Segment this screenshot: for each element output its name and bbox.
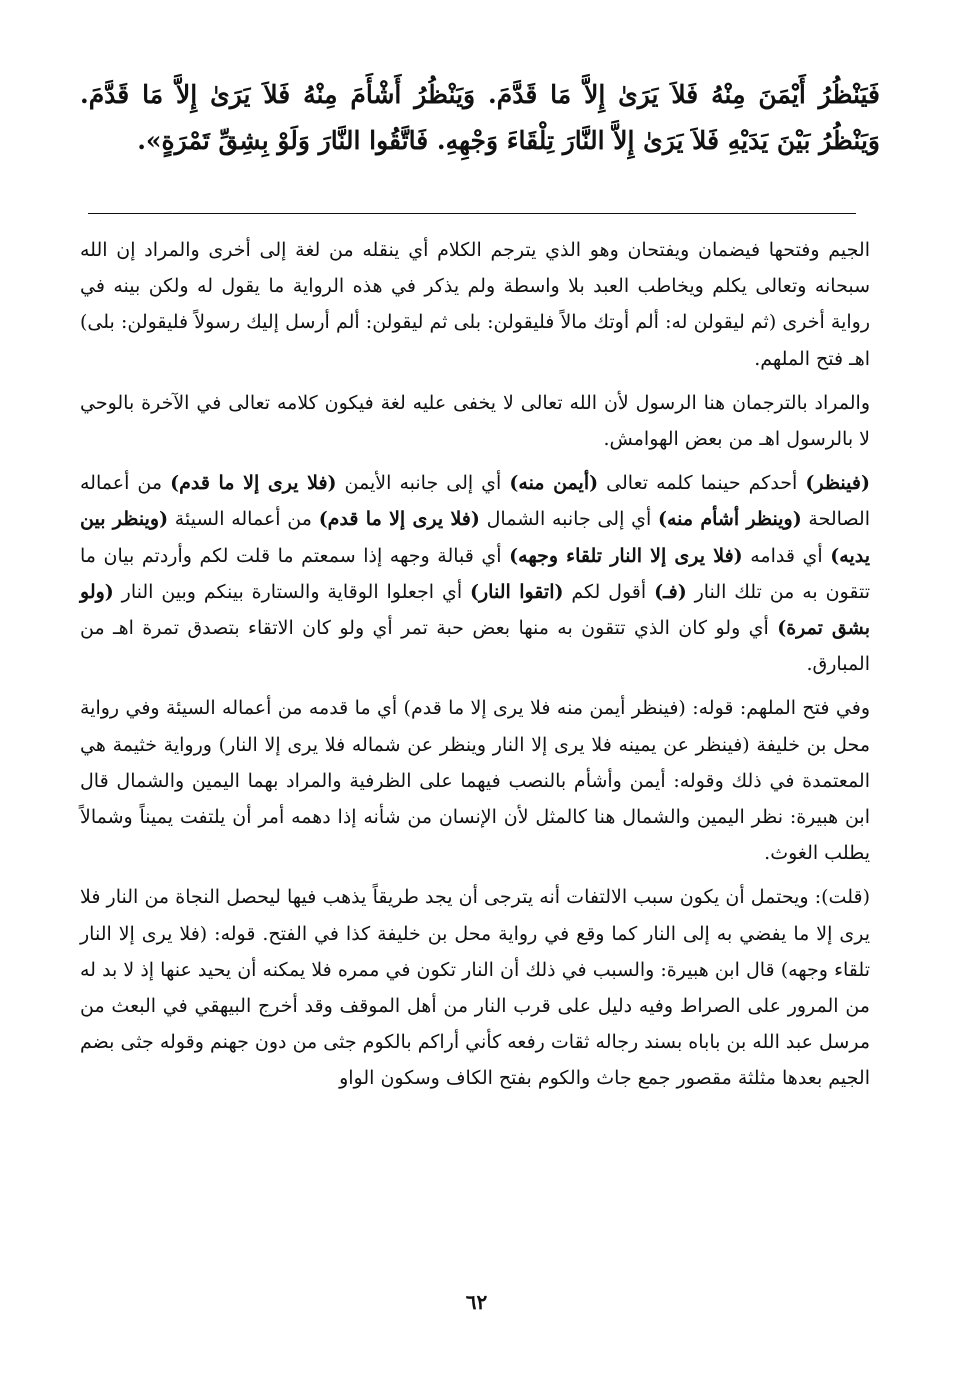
page-number: ٦٢ <box>465 1290 488 1314</box>
commentary-text: أي قبالة وجهه إذا سمعتم ما قلت لكم وأردتم بيان ما تتقون به من تلك النار <box>80 544 871 603</box>
quote-bold: (فينظر) <box>805 472 870 495</box>
commentary-text: أي ولو كان الذي تتقون به منها بعض حبة تمر أي ولو كان الاتقاء بتصدق تمرة اهـ من المبارق. <box>80 617 870 676</box>
commentary-text: أي اجعلوا الوقاية والستارة بينكم وبين النار <box>113 580 470 603</box>
quote-bold: (فـ) <box>654 580 687 603</box>
commentary-paragraph-2: والمراد بالترجمان هنا الرسول لأن الله تعالى لا يخفى عليه لغة فيكون كلامه تعالى في الآخرة بالوحي لا بالرسول اهـ من بعض الهوامش. <box>80 391 870 451</box>
commentary-text: من أعماله الصالحة <box>80 472 870 531</box>
quote-bold: (فلا يرى إلا النار تلقاء وجهه) <box>509 544 743 567</box>
commentary-paragraph-1: الجيم وفتحها فيضمان ويفتحان وهو الذي يترجم الكلام أي ينقله من لغة إلى أخرى والمراد إن الله سبحانه وتعالى يكلم ويخاطب العبد بلا واسطة ولم يذكر في هذه الرواية ما يقول له ولكن بينه في رواية أخرى (ثم ليقولن له: ألم أوتك مالاً فليقولن: بلى ثم ليقولن: ألم أرسل إليك رسولاً فليقولن: بلى) اهـ فتح الملهم. <box>80 239 870 370</box>
hadith-text: فَيَنْظُرُ أَيْمَنَ مِنْهُ فَلاَ يَرَىٰ إِلاَّ مَا قَدَّمَ. وَيَنْظُرُ أَشْأَمَ مِنْهُ فَلاَ يَرَىٰ إِلاَّ مَا قَدَّمَ. وَيَنْظُرُ بَيْنَ يَدَيْهِ فَلاَ يَرَىٰ إِلاَّ النَّارَ تِلْقَاءَ وَجْهِهِ. فَاتَّقُوا النَّارَ وَلَوْ بِشِقِّ تَمْرَةٍ». <box>80 80 880 155</box>
commentary-block <box>80 232 870 1105</box>
commentary-text: أقول لكم <box>563 580 655 603</box>
commentary-text: من أعماله السيئة <box>168 508 319 531</box>
quote-bold: (أيمن منه) <box>509 472 599 495</box>
commentary-text: أحدكم حينما كلمه تعالى <box>598 472 806 495</box>
quote-bold: (ولو بشق تمرة) <box>80 580 870 640</box>
quote-bold: (اتقوا النار) <box>470 580 564 603</box>
footnote-divider <box>88 213 856 214</box>
commentary-text: أي قدامه <box>742 544 831 567</box>
quote-bold: (وينظر أشأم منه) <box>657 508 802 531</box>
quote-bold: (وينظر بين يديه) <box>80 508 870 567</box>
hadith-text-block <box>80 72 880 164</box>
commentary-text: أي إلى جانبه الأيمن <box>336 472 510 495</box>
commentary-paragraph-3 <box>80 465 870 682</box>
commentary-text: أي إلى جانبه الشمال <box>479 508 658 531</box>
quote-bold: (فلا يرى إلا ما قدم) <box>170 472 337 495</box>
commentary-paragraph-5: (قلت): ويحتمل أن يكون سبب الالتفات أنه يترجى أن يجد طريقاً يذهب فيها ليحصل النجاة من النار فلا يرى إلا ما يفضي به إلى النار كما وقع في رواية محل بن خليفة كذا في الفتح. قوله: (فلا يرى إلا النار تلقاء وجهه) قال ابن هبيرة: والسبب في ذلك أن النار تكون في ممره فلا يمكنه أن يحيد عنها إذ لا بد له من المرور على الصراط وفيه دليل على قرب النار من أهل الموقف وقد أخرج البيهقي في البعث من مرسل عبد الله بن باباه بسند رجاله ثقات رفعه كأني أراكم بالكوم جثى من دون جهنم وقوله جثى بضم الجيم بعدها مثلثة مقصور جمع جاث والكوم بفتح الكاف وسكون الواو <box>80 886 870 1090</box>
quote-bold: (فلا يرى إلا ما قدم) <box>318 508 480 531</box>
commentary-paragraph-4: وفي فتح الملهم: قوله: (فينظر أيمن منه فلا يرى إلا ما قدم) أي ما قدمه من أعماله السيئة وفي رواية محل بن خليفة (فينظر عن يمينه فلا يرى إلا النار وينظر عن شماله فلا يرى إلا النار) ورواية خثيمة هي المعتمدة في ذلك وقوله: أيمن وأشأم بالنصب فيهما على الظرفية والمراد بهما اليمين والشمال قال ابن هبيرة: نظر اليمين والشمال هنا كالمثل لأن الإنسان من شأنه إذا دهمه أمر أن يلتفت يميناً وشمالاً يطلب الغوث. <box>80 697 870 865</box>
